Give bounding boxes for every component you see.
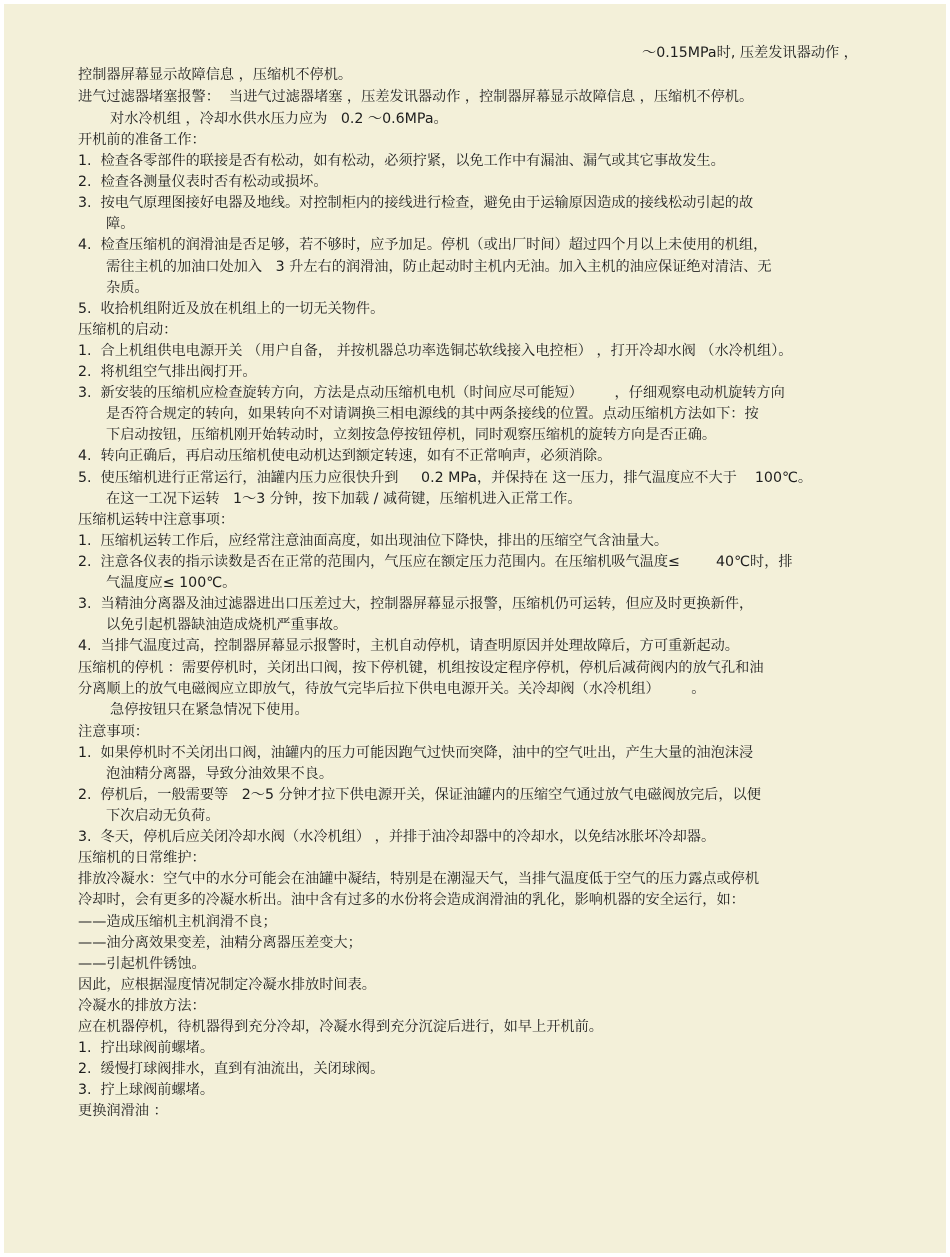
text-line: 冷却时，会有更多的冷凝水析出。油中含有过多的水份将会造成润滑油的乳化，影响机器的安全运行，如： — [78, 892, 745, 908]
text-line: 进气过滤器堵塞报警： 当进气过滤器堵塞 ，压差发讯器动作 ，控制器屏幕显示故障信息 ，压缩机不停机。 — [78, 89, 754, 105]
text-line: 3. 新安装的压缩机应检查旋转方向，方法是点动压缩机电机（时间应尽可能短） ，仔细观察电动机旋转方向 — [78, 385, 785, 401]
text-line: 障。 — [106, 216, 135, 232]
text-line: 泡油精分离器，导致分油效果不良。 — [106, 766, 334, 782]
text-line: 1. 压缩机运转工作后，应经常注意油面高度，如出现油位下降快，排出的压缩空气含油量大。 — [78, 533, 669, 549]
text-line: 5. 收拾机组附近及放在机组上的一切无关物件。 — [78, 301, 385, 317]
text-line: 在这一工况下运转 1～3 分钟，按下加载 / 减荷键，压缩机进入正常工作。 — [106, 491, 582, 507]
text-line: 因此，应根据湿度情况制定冷凝水排放时间表。 — [78, 977, 376, 993]
text-line: 更换润滑油 ： — [78, 1103, 168, 1119]
text-line: 1. 如果停机时不关闭出口阀，油罐内的压力可能因跑气过快而突降，油中的空气吐出，产生大量的油泡沫浸 — [78, 745, 754, 761]
text-line: 4. 检查压缩机的润滑油是否足够，若不够时，应予加足。停机（或出厂时间）超过四个月以上未使用的机组， — [78, 237, 768, 253]
text-line: 2. 注意各仪表的指示读数是否在正常的范围内，气压应在额定压力范围内。在压缩机吸气温度≤ 40℃时，排 — [78, 554, 793, 570]
text-line: 压缩机的启动： — [78, 322, 178, 338]
text-line: 5. 使压缩机进行正常运行，油罐内压力应很快升到 0.2 MPa，并保持在 这一压力，排气温度应不大于 100℃。 — [78, 470, 813, 486]
text-line: 控制器屏幕显示故障信息 ，压缩机不停机。 — [78, 67, 353, 83]
text-line: 1. 检查各零部件的联接是否有松动，如有松动，必须拧紧，以免工作中有漏油、漏气或其它事故发生。 — [78, 153, 725, 169]
text-line: 2. 停机后，一般需要等 2～5 分钟才拉下供电源开关，保证油罐内的压缩空气通过放气电磁阀放完后，以便 — [78, 787, 761, 803]
text-line: 4. 当排气温度过高，控制器屏幕显示报警时，主机自动停机，请查明原因并处理故障后，方可重新起动。 — [78, 638, 739, 654]
text-line: ——油分离效果变差，油精分离器压差变大； — [78, 935, 362, 951]
text-line: 杂质。 — [106, 280, 149, 296]
text-line: 3. 当精油分离器及油过滤器进出口压差过大，控制器屏幕显示报警，压缩机仍可运转，但应及时更换新件， — [78, 596, 754, 612]
text-line: 冷凝水的排放方法： — [78, 998, 206, 1014]
text-line: 1. 拧出球阀前螺堵。 — [78, 1040, 215, 1056]
text-line: 3. 拧上球阀前螺堵。 — [78, 1082, 215, 1098]
text-line: 注意事项： — [78, 724, 149, 740]
text-line: 需往主机的加油口处加入 3 升左右的润滑油，防止起动时主机内无油。加入主机的油应保证绝对清洁、无 — [106, 259, 772, 275]
text-line: ——造成压缩机主机润滑不良； — [78, 914, 277, 930]
text-line: 以免引起机器缺油造成烧机严重事故。 — [106, 617, 348, 633]
text-line: 2. 检查各测量仪表时否有松动或损坏。 — [78, 174, 328, 190]
text-line: 排放冷凝水：空气中的水分可能会在油罐中凝结，特别是在潮湿天气，当排气温度低于空气的压力露点或停机 — [78, 871, 760, 887]
text-line: 压缩机运转中注意事项： — [78, 512, 235, 528]
text-line: ——引起机件锈蚀。 — [78, 956, 206, 972]
text-line: 对水冷机组 ，冷却水供水压力应为 0.2 ～0.6MPa。 — [110, 111, 448, 127]
text-line: 是否符合规定的转向，如果转向不对请调换三相电源线的其中两条接线的位置。点动压缩机方法如下：按 — [106, 406, 759, 422]
text-line: 急停按钮只在紧急情况下使用。 — [110, 702, 309, 718]
text-line: 1. 合上机组供电电源开关 （用户自备， 并按机器总功率选铜芯软线接入电控柜） ，打开冷却水阀 （水冷机组）。 — [78, 343, 793, 359]
text-line: 3. 冬天，停机后应关闭冷却水阀（水冷机组） ，并排于油冷却器中的冷却水，以免结冰胀坏冷却器。 — [78, 829, 716, 845]
text-line: 压缩机的停机 ：需要停机时，关闭出口阀，按下停机键，机组按设定程序停机，停机后减荷阀内的放气孔和油 — [78, 660, 764, 676]
text-line: 应在机器停机，待机器得到充分冷却，冷凝水得到充分沉淀后进行，如早上开机前。 — [78, 1019, 603, 1035]
text-line: 2. 将机组空气排出阀打开。 — [78, 364, 257, 380]
text-line: 开机前的准备工作： — [78, 132, 206, 148]
text-line: 2. 缓慢打球阀排水，直到有油流出，关闭球阀。 — [78, 1061, 385, 1077]
text-line: 压缩机的日常维护： — [78, 850, 206, 866]
text-line: 下启动按钮，压缩机刚开始转动时，立刻按急停按钮停机，同时观察压缩机的旋转方向是否正确。 — [106, 427, 717, 443]
text-line: 4. 转向正确后，再启动压缩机使电动机达到额定转速，如有不正常响声，必须消除。 — [78, 448, 612, 464]
text-line: 分离顺上的放气电磁阀应立即放气，待放气完毕后拉下供电电源开关。关冷却阀（水冷机组） 。 — [78, 681, 706, 697]
text-line: 3. 按电气原理图接好电器及地线。对控制柜内的接线进行检查，避免由于运输原因造成的接线松动引起的故 — [78, 195, 754, 211]
text-line: 气温度应≤ 100℃。 — [106, 575, 237, 591]
text-line: 下次启动无负荷。 — [106, 808, 220, 824]
text-line: ～0.15MPa时, 压差发讯器动作 ， — [642, 45, 858, 61]
document-page — [4, 4, 946, 1253]
